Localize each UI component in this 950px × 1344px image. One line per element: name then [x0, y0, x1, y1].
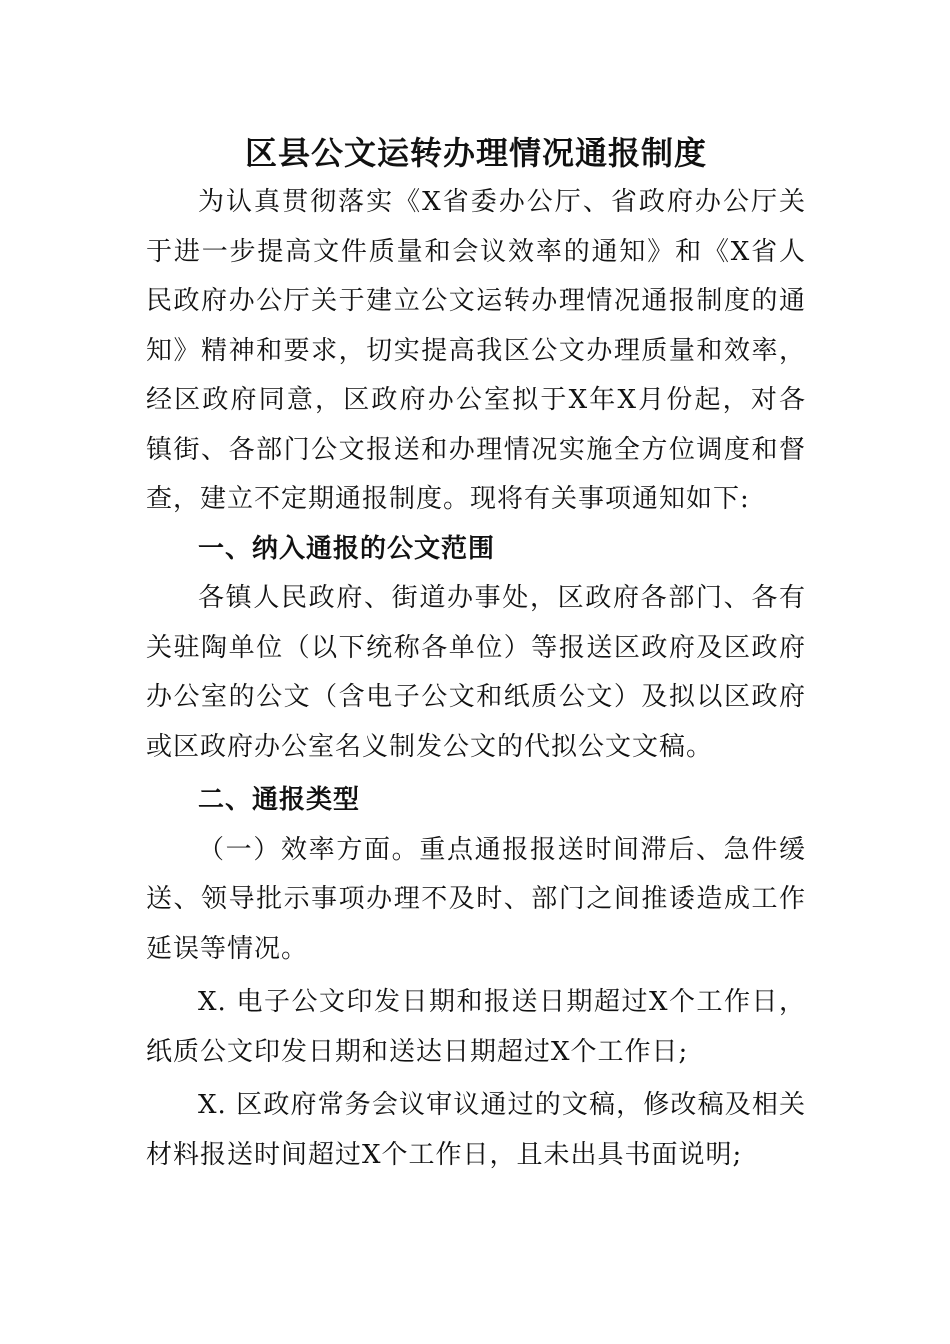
- section-2-item-1: （一）效率方面。重点通报报送时间滞后、急件缓送、领导批示事项办理不及时、部门之间推诿造成工作延误等情况。: [146, 834, 806, 964]
- section-2-heading: 二、通报类型: [198, 785, 361, 815]
- document-title: 区县公文运转办理情况通报制度: [244, 134, 707, 172]
- section-2-point-1: X. 电子公文印发日期和报送日期超过X个工作日，纸质公文印发日期和送达日期超过X个工作日;: [146, 987, 806, 1067]
- section-1-heading: 一、纳入通报的公文范围: [198, 533, 496, 564]
- section-1-body: 各镇人民政府、街道办事处，区政府各部门、各有关驻陶单位（以下统称各单位）等报送区政府及区政府办公室的公文（含电子公文和纸质公文）及拟以区政府或区政府办公室名义制发公文的代拟公文文稿。: [146, 583, 806, 762]
- section-2-point-2: X. 区政府常务会议审议通过的文稿，修改稿及相关材料报送时间超过X个工作日，且未出具书面说明;: [146, 1090, 806, 1170]
- intro-paragraph: 为认真贯彻落实《X省委办公厅、省政府办公厅关于进一步提高文件质量和会议效率的通知》和《X省人民政府办公厅关于建立公文运转办理情况通报制度的通知》精神和要求，切实提高我区公文办理质量和效率，经区政府同意，区政府办公室拟于X年X月份起，对各镇街、各部门公文报送和办理情况实施全方位调度和督查，建立不定期通报制度。现将有关事项通知如下:: [146, 187, 806, 514]
- document-body: [146, 128, 806, 1180]
